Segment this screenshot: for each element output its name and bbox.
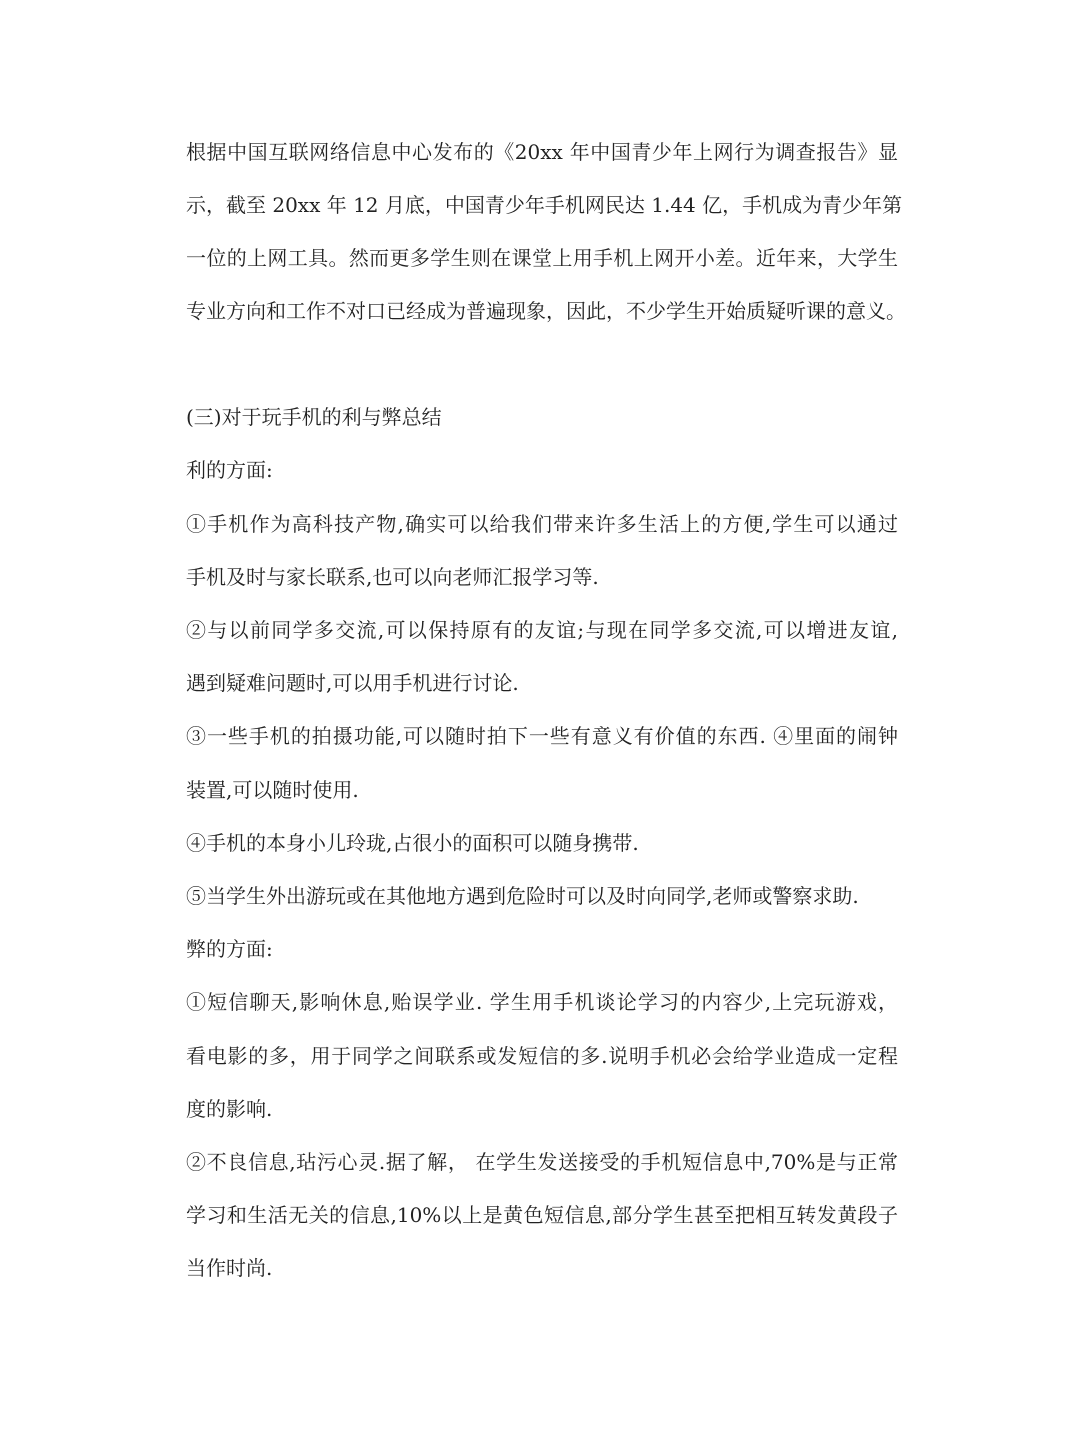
intro-line-4: 专业方向和工作不对口已经成为普遍现象，因此，不少学生开始质疑听课的意义。 — [186, 299, 906, 323]
cons-item-1-line-2: 看电影的多，用于同学之间联系或发短信的多.说明手机必会给学业造成一定程 — [186, 1044, 898, 1068]
pros-item-2-line-1: ②与以前同学多交流,可以保持原有的友谊;与现在同学多交流,可以增进友谊, — [186, 618, 898, 642]
cons-heading: 弊的方面: — [186, 937, 273, 961]
intro-line-1: 根据中国互联网络信息中心发布的《20xx 年中国青少年上网行为调查报告》显 — [186, 140, 898, 164]
intro-line-2: 示，截至 20xx 年 12 月底，中国青少年手机网民达 1.44 亿，手机成为青少年第 — [186, 193, 903, 217]
pros-item-4: ④手机的本身小儿玲珑,占很小的面积可以随身携带. — [186, 831, 639, 855]
cons-item-1-line-3: 度的影响. — [186, 1097, 273, 1121]
cons-item-1-line-1: ①短信聊天,影响休息,贻误学业. 学生用手机谈论学习的内容少,上完玩游戏， — [186, 990, 898, 1014]
pros-item-3-line-2: 装置,可以随时使用. — [186, 778, 359, 802]
intro-line-3: 一位的上网工具。然而更多学生则在课堂上用手机上网开小差。近年来，大学生 — [186, 246, 898, 270]
cons-item-2-line-2: 学习和生活无关的信息,10%以上是黄色短信息,部分学生甚至把相互转发黄段子 — [186, 1203, 898, 1227]
pros-item-1-line-2: 手机及时与家长联系,也可以向老师汇报学习等. — [186, 565, 599, 589]
pros-item-1-line-1: ①手机作为高科技产物,确实可以给我们带来许多生活上的方便,学生可以通过 — [186, 512, 898, 536]
cons-item-2-line-3: 当作时尚. — [186, 1256, 273, 1280]
section-heading: (三)对于玩手机的利与弊总结 — [186, 405, 442, 429]
pros-heading: 利的方面: — [186, 458, 273, 482]
pros-item-5: ⑤当学生外出游玩或在其他地方遇到危险时可以及时向同学,老师或警察求助. — [186, 884, 859, 908]
pros-item-3-line-1: ③一些手机的拍摄功能,可以随时拍下一些有意义有价值的东西. ④里面的闹钟 — [186, 724, 898, 748]
pros-item-2-line-2: 遇到疑难问题时,可以用手机进行讨论. — [186, 671, 519, 695]
cons-item-2-line-1: ②不良信息,玷污心灵.据了解， 在学生发送接受的手机短信息中,70%是与正常 — [186, 1150, 898, 1174]
